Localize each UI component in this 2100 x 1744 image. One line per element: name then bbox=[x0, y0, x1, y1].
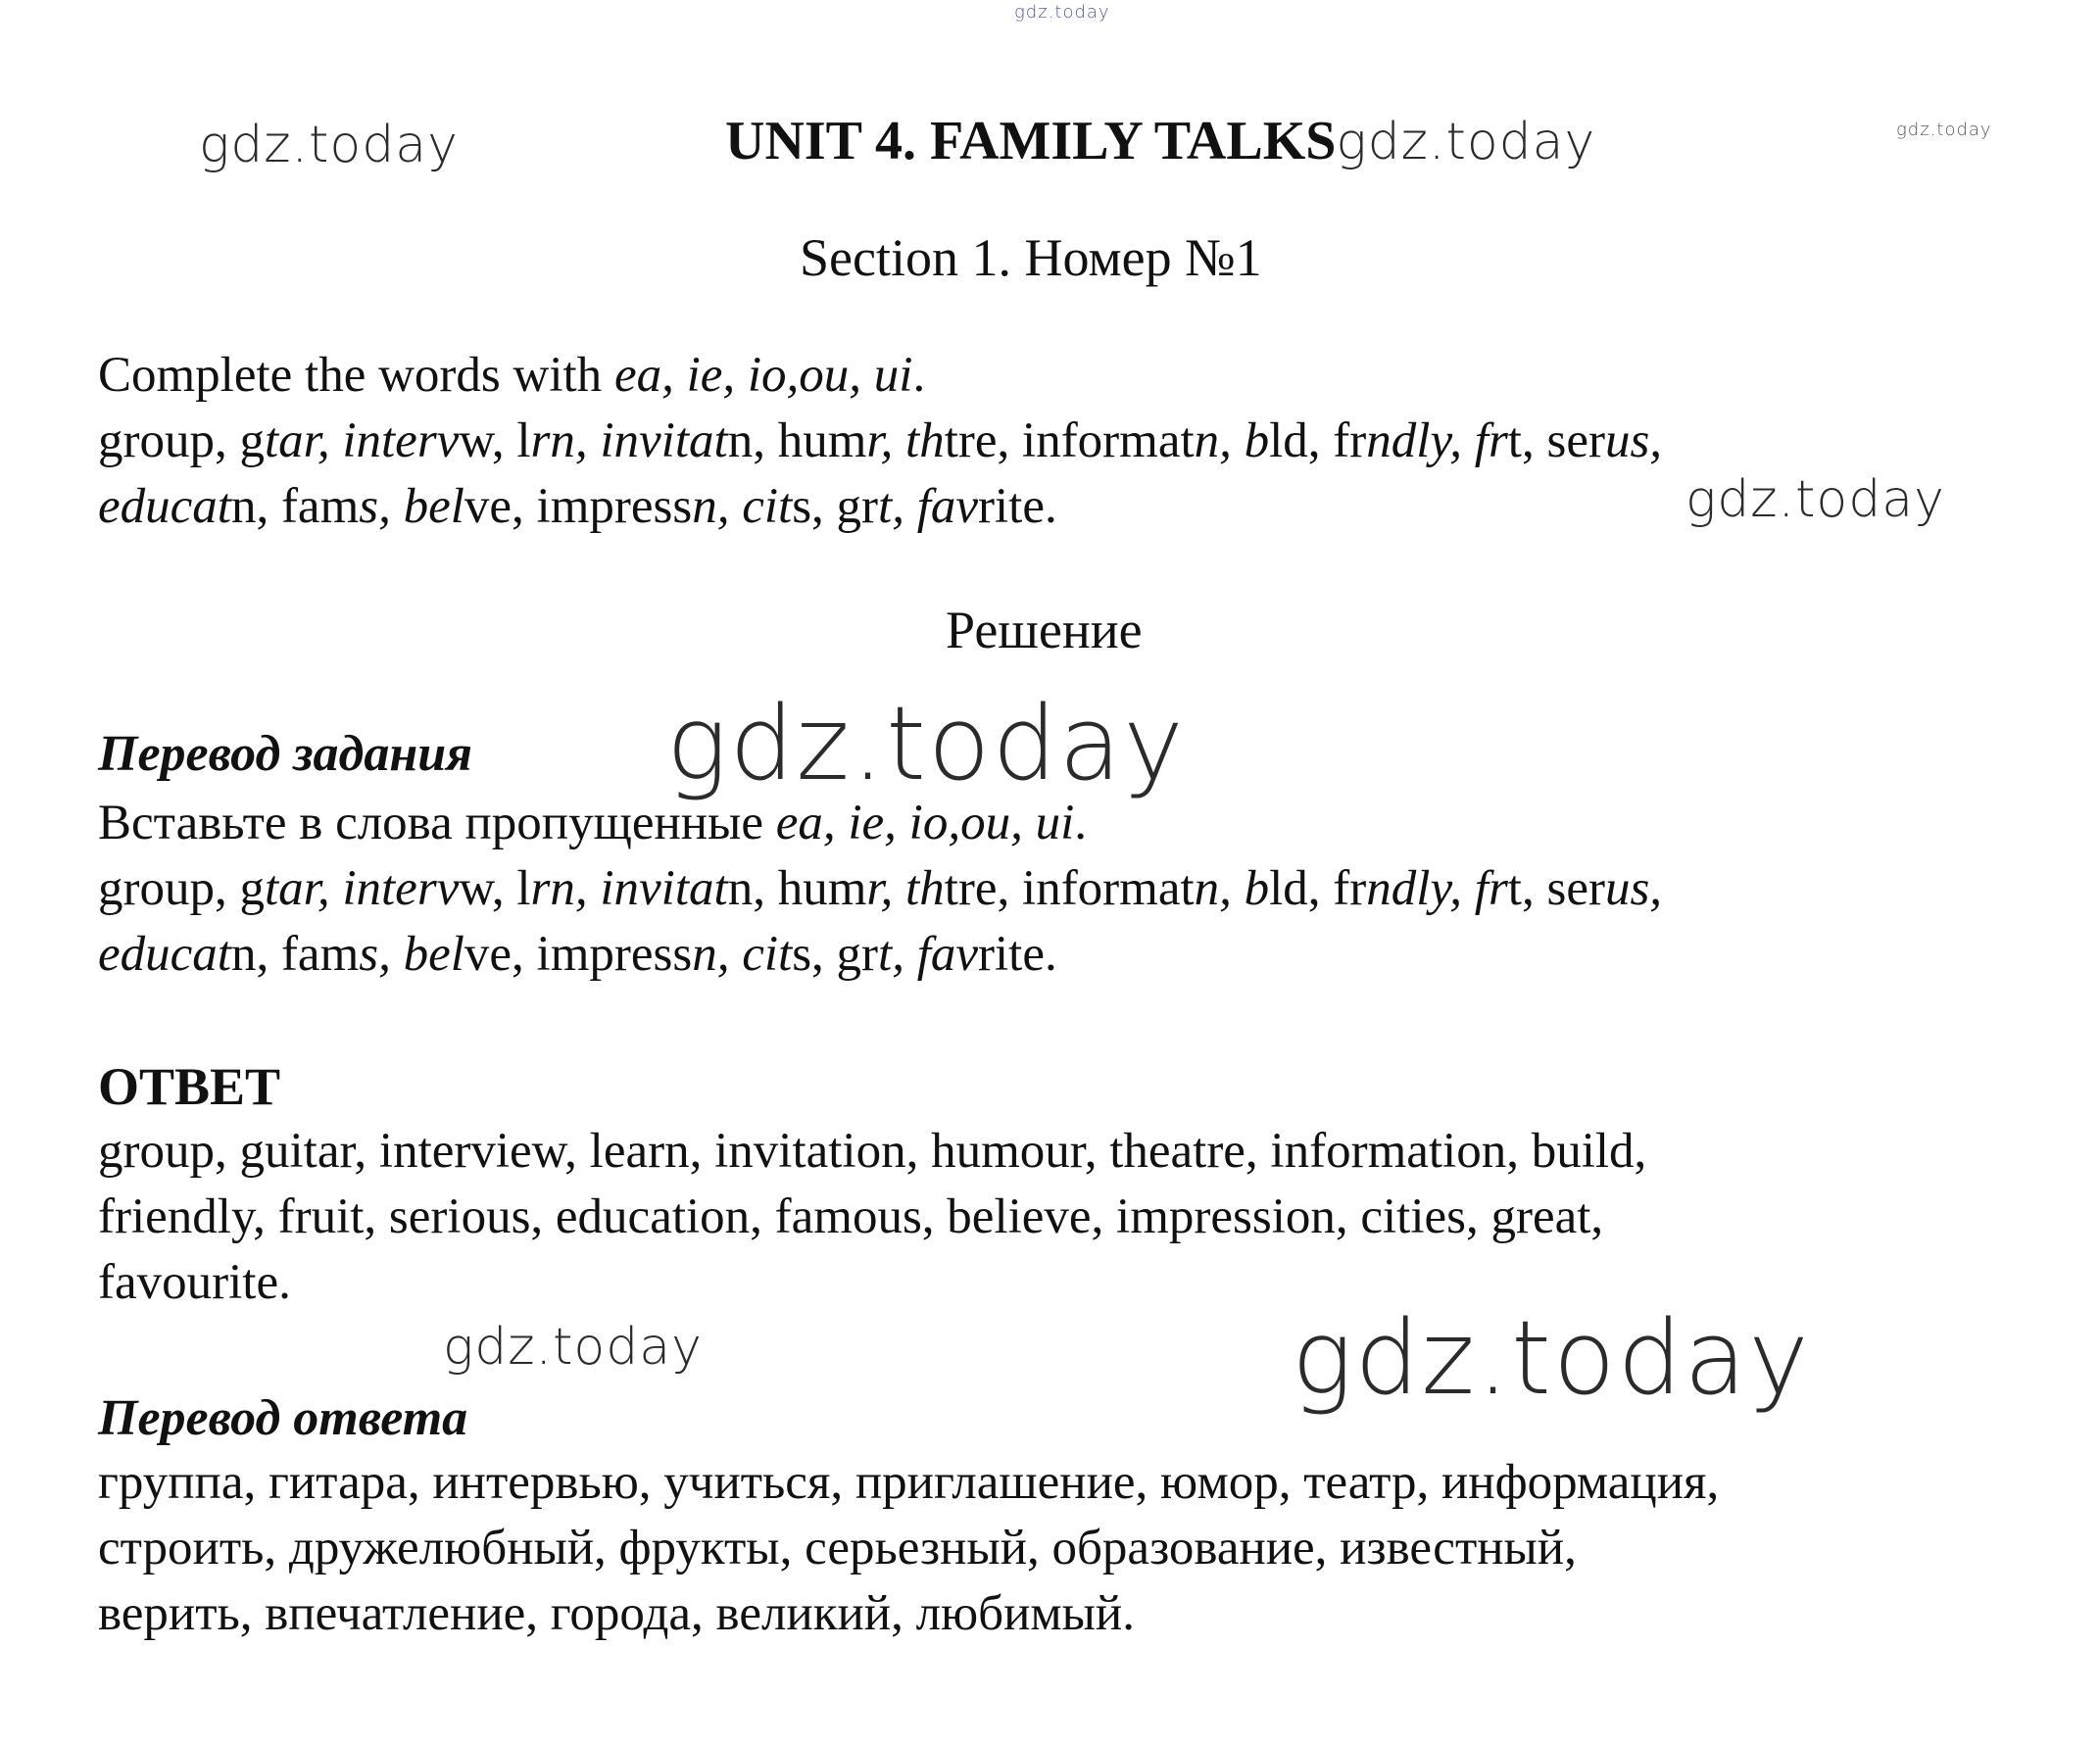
translation-block bbox=[98, 791, 2009, 988]
translation-intro-text: Вставьте в слова пропущенные bbox=[98, 796, 776, 850]
word-fragment: s, gr bbox=[792, 479, 879, 534]
word-fragment: n, cit bbox=[692, 927, 793, 982]
word-fragment: s, bel bbox=[359, 479, 464, 534]
watermark-top-right: gdz.today bbox=[1896, 120, 1992, 140]
translation-heading: Перевод задания bbox=[98, 726, 472, 782]
answer-heading: ОТВЕТ bbox=[98, 1057, 281, 1116]
watermark-mid-right: gdz.today bbox=[1685, 470, 1945, 529]
answer-line: group, guitar, interview, learn, invitation, humour, theatre, information, build, bbox=[98, 1124, 1647, 1179]
word-fragment: us, bbox=[1604, 861, 1663, 916]
word-fragment: rite. bbox=[978, 927, 1057, 982]
watermark-mid-large: gdz.today bbox=[666, 684, 1186, 803]
word-fragment: t, fav bbox=[878, 479, 979, 534]
solution-label: Решение bbox=[946, 601, 1143, 659]
word-fragment: n, fam bbox=[230, 927, 360, 982]
word-fragment: ld, fr bbox=[1269, 861, 1367, 916]
watermark-lower-left: gdz.today bbox=[443, 1318, 703, 1377]
word-fragment: t, fav bbox=[878, 927, 979, 982]
word-fragment: educat bbox=[98, 479, 231, 534]
word-fragment: tre, informat bbox=[944, 413, 1195, 468]
word-fragment: w, l bbox=[459, 413, 531, 468]
word-fragment: n, fam bbox=[230, 479, 360, 534]
word-fragment: rn, invitat bbox=[530, 861, 728, 916]
unit-title bbox=[725, 110, 1595, 172]
word-fragment: ve, impress bbox=[464, 479, 693, 534]
answer-translation-block bbox=[98, 1450, 2009, 1647]
task-intro-vowels: ea, ie, io,ou, ui bbox=[613, 348, 913, 403]
word-fragment: tre, informat bbox=[944, 861, 1195, 916]
answer-line: favourite. bbox=[98, 1255, 291, 1310]
title-watermark: gdz.today bbox=[1336, 113, 1596, 171]
task-block bbox=[98, 343, 2009, 540]
word-fragment: w, l bbox=[459, 861, 531, 916]
word-fragment: r, th bbox=[866, 861, 945, 916]
word-fragment: n, cit bbox=[692, 479, 793, 534]
word-fragment: ve, impress bbox=[464, 927, 693, 982]
translation-words-line-1 bbox=[98, 856, 2009, 922]
task-intro bbox=[98, 343, 2009, 409]
word-fragment: n, hum bbox=[727, 413, 867, 468]
word-fragment: s, gr bbox=[792, 927, 879, 982]
watermark-top-left: gdz.today bbox=[199, 116, 459, 174]
section-title: Section 1. Номер №1 bbox=[800, 228, 1262, 287]
word-fragment: tar, interv bbox=[264, 413, 460, 468]
translation-intro bbox=[98, 791, 2009, 856]
word-fragment: n, b bbox=[1194, 861, 1270, 916]
word-fragment: rn, invitat bbox=[530, 413, 728, 468]
task-words-line-1 bbox=[98, 409, 2009, 474]
translation-words-line-2 bbox=[98, 922, 2009, 988]
watermark-top-center: gdz.today bbox=[1014, 2, 1110, 23]
word-fragment: tar, interv bbox=[264, 861, 460, 916]
word-fragment: ld, fr bbox=[1269, 413, 1367, 468]
word-fragment: t, ser bbox=[1507, 413, 1605, 468]
answer-line: friendly, fruit, serious, education, famous, believe, impression, cities, great, bbox=[98, 1189, 1604, 1244]
word-fragment: us, bbox=[1604, 413, 1663, 468]
answer-translation-line: группа, гитара, интервью, учиться, приглашение, юмор, театр, информация, bbox=[98, 1455, 1720, 1510]
word-fragment: s, bel bbox=[359, 927, 464, 982]
word-fragment: group, g bbox=[98, 861, 265, 916]
word-fragment: n, hum bbox=[727, 861, 867, 916]
word-fragment: r, th bbox=[866, 413, 945, 468]
answer-translation-line: строить, дружелюбный, фрукты, серьезный, образование, известный, bbox=[98, 1521, 1577, 1575]
word-fragment: t, ser bbox=[1507, 861, 1605, 916]
unit-title-text: UNIT 4. FAMILY TALKS bbox=[725, 111, 1337, 171]
word-fragment: ndly, fr bbox=[1366, 861, 1508, 916]
word-fragment: rite. bbox=[978, 479, 1057, 534]
translation-intro-end: . bbox=[1074, 796, 1087, 850]
word-fragment: ndly, fr bbox=[1366, 413, 1508, 468]
task-intro-text: Complete the words with bbox=[98, 348, 614, 403]
answer-translation-line: верить, впечатление, города, великий, любимый. bbox=[98, 1586, 1135, 1641]
task-words-line-2 bbox=[98, 474, 2009, 540]
answer-translation-heading: Перевод ответа bbox=[98, 1390, 468, 1446]
answer-block bbox=[98, 1119, 2009, 1316]
watermark-lower-large: gdz.today bbox=[1292, 1298, 1811, 1418]
word-fragment: group, g bbox=[98, 413, 265, 468]
word-fragment: educat bbox=[98, 927, 231, 982]
translation-intro-vowels: ea, ie, io,ou, ui bbox=[775, 796, 1075, 850]
word-fragment: n, b bbox=[1194, 413, 1270, 468]
task-intro-end: . bbox=[912, 348, 926, 403]
